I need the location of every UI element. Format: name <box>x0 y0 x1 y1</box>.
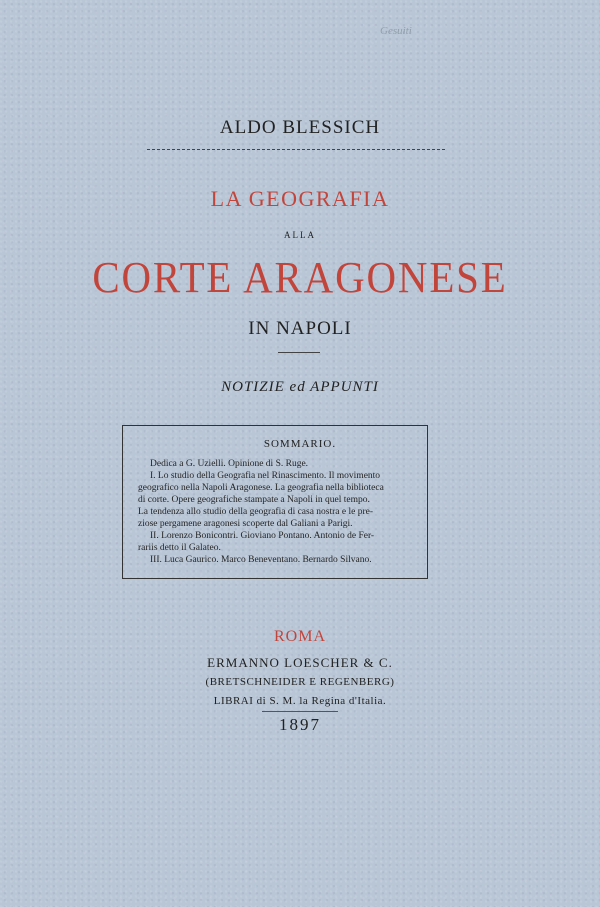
summary-line: III. Luca Gaurico. Marco Beneventano. Bernardo Silvano. <box>150 555 372 565</box>
title-connector: ALLA <box>284 230 316 240</box>
publisher-name: ERMANNO LOESCHER & C. <box>207 655 393 670</box>
summary-line: rariis detto il Galateo. <box>138 543 221 553</box>
summary-line: ziose pergamene aragonesi scoperte dal Galiani a Parigi. <box>138 519 353 529</box>
title-line-1: LA GEOGRAFIA <box>210 186 390 211</box>
publication-place: ROMA <box>273 628 326 645</box>
summary-line: II. Lorenzo Bonicontri. Gioviano Pontano. Antonio de Fer- <box>150 531 375 541</box>
summary-line: Dedica a G. Uzielli. Opinione di S. Ruge. <box>150 459 309 469</box>
year-divider <box>262 711 338 712</box>
summary-line: geografico nella Napoli Aragonese. La geografia nella biblioteca <box>138 483 384 493</box>
publisher-role: LIBRAI di S. M. la Regina d'Italia. <box>213 695 387 707</box>
summary-line: I. Lo studio della Geografia nel Rinascimento. Il movimento <box>150 471 381 481</box>
subtitle: NOTIZIE ed APPUNTI <box>221 379 379 395</box>
summary-line: La tendenza allo studio della geografia di casa nostra e le pre- <box>138 507 374 517</box>
publication-year: 1897 <box>279 715 321 734</box>
publisher-note: (BRETSCHNEIDER E REGENBERG) <box>205 676 395 688</box>
pencil-note: Gesuiti <box>380 25 412 37</box>
summary-line: di corte. Opere geografiche stampate a Napoli in quel tempo. <box>138 495 370 505</box>
title-divider <box>278 352 320 353</box>
author-divider <box>147 149 445 150</box>
summary-heading: SOMMARIO. <box>263 438 337 450</box>
title-main: CORTE ARAGONESE <box>92 253 508 302</box>
title-line-3: IN NAPOLI <box>248 318 352 339</box>
author-name: ALDO BLESSICH <box>219 117 381 138</box>
